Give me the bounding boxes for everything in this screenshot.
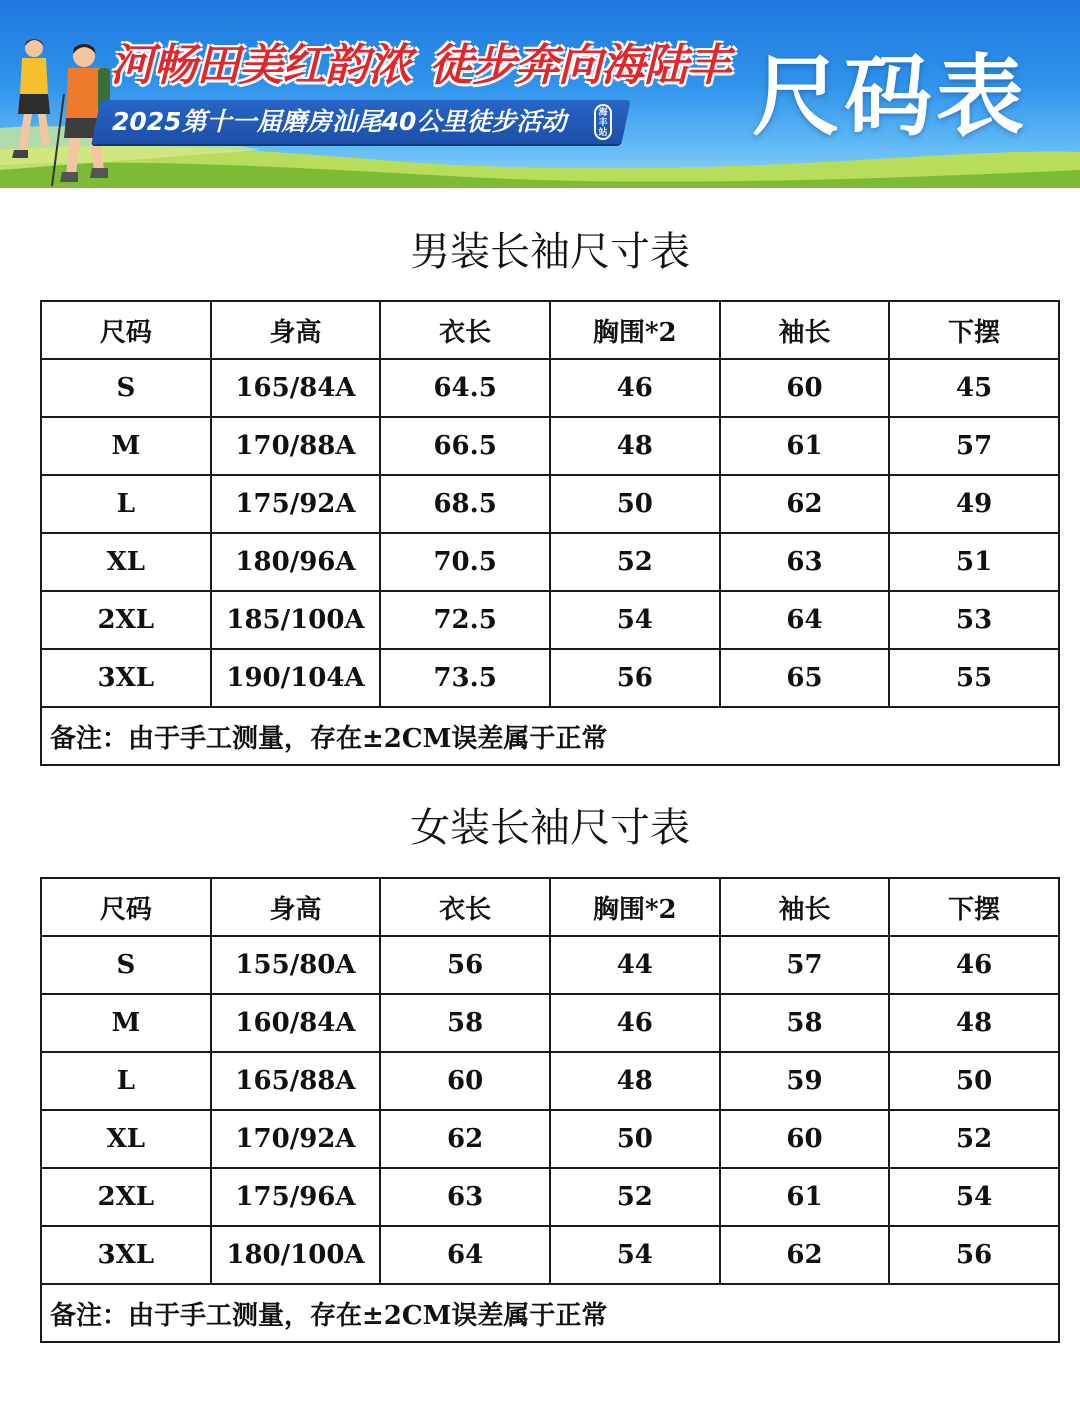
column-header: 下摆 xyxy=(889,878,1059,936)
measurement-cell: 53 xyxy=(889,591,1059,649)
measurement-cell: 70.5 xyxy=(380,533,550,591)
measurement-cell: 48 xyxy=(550,417,720,475)
table-row xyxy=(41,649,1059,707)
measurement-cell: 180/100A xyxy=(211,1226,381,1284)
event-title: 2025第十一届磨房汕尾40公里徒步活动 xyxy=(112,107,567,136)
column-header: 袖长 xyxy=(720,878,890,936)
table-row xyxy=(41,417,1059,475)
measurement-cell: 175/92A xyxy=(211,475,381,533)
event-banner xyxy=(0,0,1080,188)
header-row xyxy=(41,301,1059,359)
measurement-cell: 60 xyxy=(380,1052,550,1110)
page-heading: 尺码表 xyxy=(751,45,1028,148)
measurement-cell: 51 xyxy=(889,533,1059,591)
measurement-cell: 170/88A xyxy=(211,417,381,475)
measurement-cell: 57 xyxy=(720,936,890,994)
womens-table-title: 女装长袖尺寸表 xyxy=(410,805,690,851)
measurement-cell: 72.5 xyxy=(380,591,550,649)
measurement-cell: 190/104A xyxy=(211,649,381,707)
size-cell: L xyxy=(41,475,211,533)
column-header: 身高 xyxy=(211,878,381,936)
measurement-cell: 54 xyxy=(889,1168,1059,1226)
measurement-cell: 64 xyxy=(720,591,890,649)
measurement-cell: 73.5 xyxy=(380,649,550,707)
measurement-cell: 50 xyxy=(550,1110,720,1168)
measurement-cell: 44 xyxy=(550,936,720,994)
measurement-cell: 45 xyxy=(889,359,1059,417)
table-row xyxy=(41,591,1059,649)
note-row xyxy=(41,1284,1059,1342)
event-location-badge: 海丰站 xyxy=(594,104,612,140)
table-row xyxy=(41,475,1059,533)
measurement-cell: 46 xyxy=(550,359,720,417)
column-header: 下摆 xyxy=(889,301,1059,359)
measurement-cell: 180/96A xyxy=(211,533,381,591)
table-row xyxy=(41,359,1059,417)
measurement-cell: 50 xyxy=(550,475,720,533)
measurement-cell: 57 xyxy=(889,417,1059,475)
measurement-cell: 54 xyxy=(550,591,720,649)
measurement-cell: 50 xyxy=(889,1052,1059,1110)
note-row xyxy=(41,707,1059,765)
table-row xyxy=(41,1168,1059,1226)
womens-size-table xyxy=(40,877,1060,1343)
measurement-cell: 170/92A xyxy=(211,1110,381,1168)
measurement-cell: 66.5 xyxy=(380,417,550,475)
header-row xyxy=(41,878,1059,936)
column-header: 衣长 xyxy=(380,301,550,359)
measurement-cell: 63 xyxy=(380,1168,550,1226)
measurement-cell: 52 xyxy=(889,1110,1059,1168)
mens-table-title: 男装长袖尺寸表 xyxy=(410,229,690,275)
measurement-cell: 56 xyxy=(550,649,720,707)
table-row xyxy=(41,936,1059,994)
size-cell: S xyxy=(41,359,211,417)
column-header: 胸围*2 xyxy=(550,878,720,936)
measurement-cell: 64 xyxy=(380,1226,550,1284)
size-cell: S xyxy=(41,936,211,994)
table-row xyxy=(41,1226,1059,1284)
measurement-cell: 65 xyxy=(720,649,890,707)
size-cell: 2XL xyxy=(41,1168,211,1226)
measurement-cell: 52 xyxy=(550,533,720,591)
column-header: 身高 xyxy=(211,301,381,359)
measurement-cell: 185/100A xyxy=(211,591,381,649)
measurement-cell: 64.5 xyxy=(380,359,550,417)
measurement-cell: 55 xyxy=(889,649,1059,707)
measurement-cell: 59 xyxy=(720,1052,890,1110)
measurement-cell: 46 xyxy=(550,994,720,1052)
measurement-cell: 62 xyxy=(720,1226,890,1284)
measurement-note: 备注：由于手工测量，存在±2CM误差属于正常 xyxy=(41,1284,1059,1342)
measurement-cell: 160/84A xyxy=(211,994,381,1052)
column-header: 胸围*2 xyxy=(550,301,720,359)
measurement-cell: 48 xyxy=(889,994,1059,1052)
measurement-cell: 165/88A xyxy=(211,1052,381,1110)
table-row xyxy=(41,1052,1059,1110)
size-cell: M xyxy=(41,994,211,1052)
size-cell: XL xyxy=(41,1110,211,1168)
measurement-cell: 61 xyxy=(720,1168,890,1226)
column-header: 尺码 xyxy=(41,878,211,936)
column-header: 袖长 xyxy=(720,301,890,359)
size-cell: XL xyxy=(41,533,211,591)
size-cell: 2XL xyxy=(41,591,211,649)
measurement-cell: 48 xyxy=(550,1052,720,1110)
measurement-cell: 68.5 xyxy=(380,475,550,533)
measurement-cell: 60 xyxy=(720,359,890,417)
table-row xyxy=(41,533,1059,591)
measurement-cell: 62 xyxy=(720,475,890,533)
size-cell: 3XL xyxy=(41,1226,211,1284)
column-header: 尺码 xyxy=(41,301,211,359)
measurement-cell: 49 xyxy=(889,475,1059,533)
slogan-right: 徒步奔向海陆丰 xyxy=(429,40,730,91)
slogan-left: 河畅田美红韵浓 xyxy=(110,40,411,91)
measurement-cell: 60 xyxy=(720,1110,890,1168)
measurement-note: 备注：由于手工测量，存在±2CM误差属于正常 xyxy=(41,707,1059,765)
measurement-cell: 63 xyxy=(720,533,890,591)
measurement-cell: 52 xyxy=(550,1168,720,1226)
size-cell: M xyxy=(41,417,211,475)
measurement-cell: 56 xyxy=(889,1226,1059,1284)
measurement-cell: 46 xyxy=(889,936,1059,994)
measurement-cell: 155/80A xyxy=(211,936,381,994)
mens-size-table xyxy=(40,300,1060,766)
measurement-cell: 175/96A xyxy=(211,1168,381,1226)
measurement-cell: 56 xyxy=(380,936,550,994)
measurement-cell: 58 xyxy=(720,994,890,1052)
size-cell: 3XL xyxy=(41,649,211,707)
event-slogan xyxy=(110,36,730,96)
measurement-cell: 165/84A xyxy=(211,359,381,417)
measurement-cell: 62 xyxy=(380,1110,550,1168)
column-header: 衣长 xyxy=(380,878,550,936)
measurement-cell: 54 xyxy=(550,1226,720,1284)
table-row xyxy=(41,994,1059,1052)
measurement-cell: 61 xyxy=(720,417,890,475)
measurement-cell: 58 xyxy=(380,994,550,1052)
table-row xyxy=(41,1110,1059,1168)
size-cell: L xyxy=(41,1052,211,1110)
